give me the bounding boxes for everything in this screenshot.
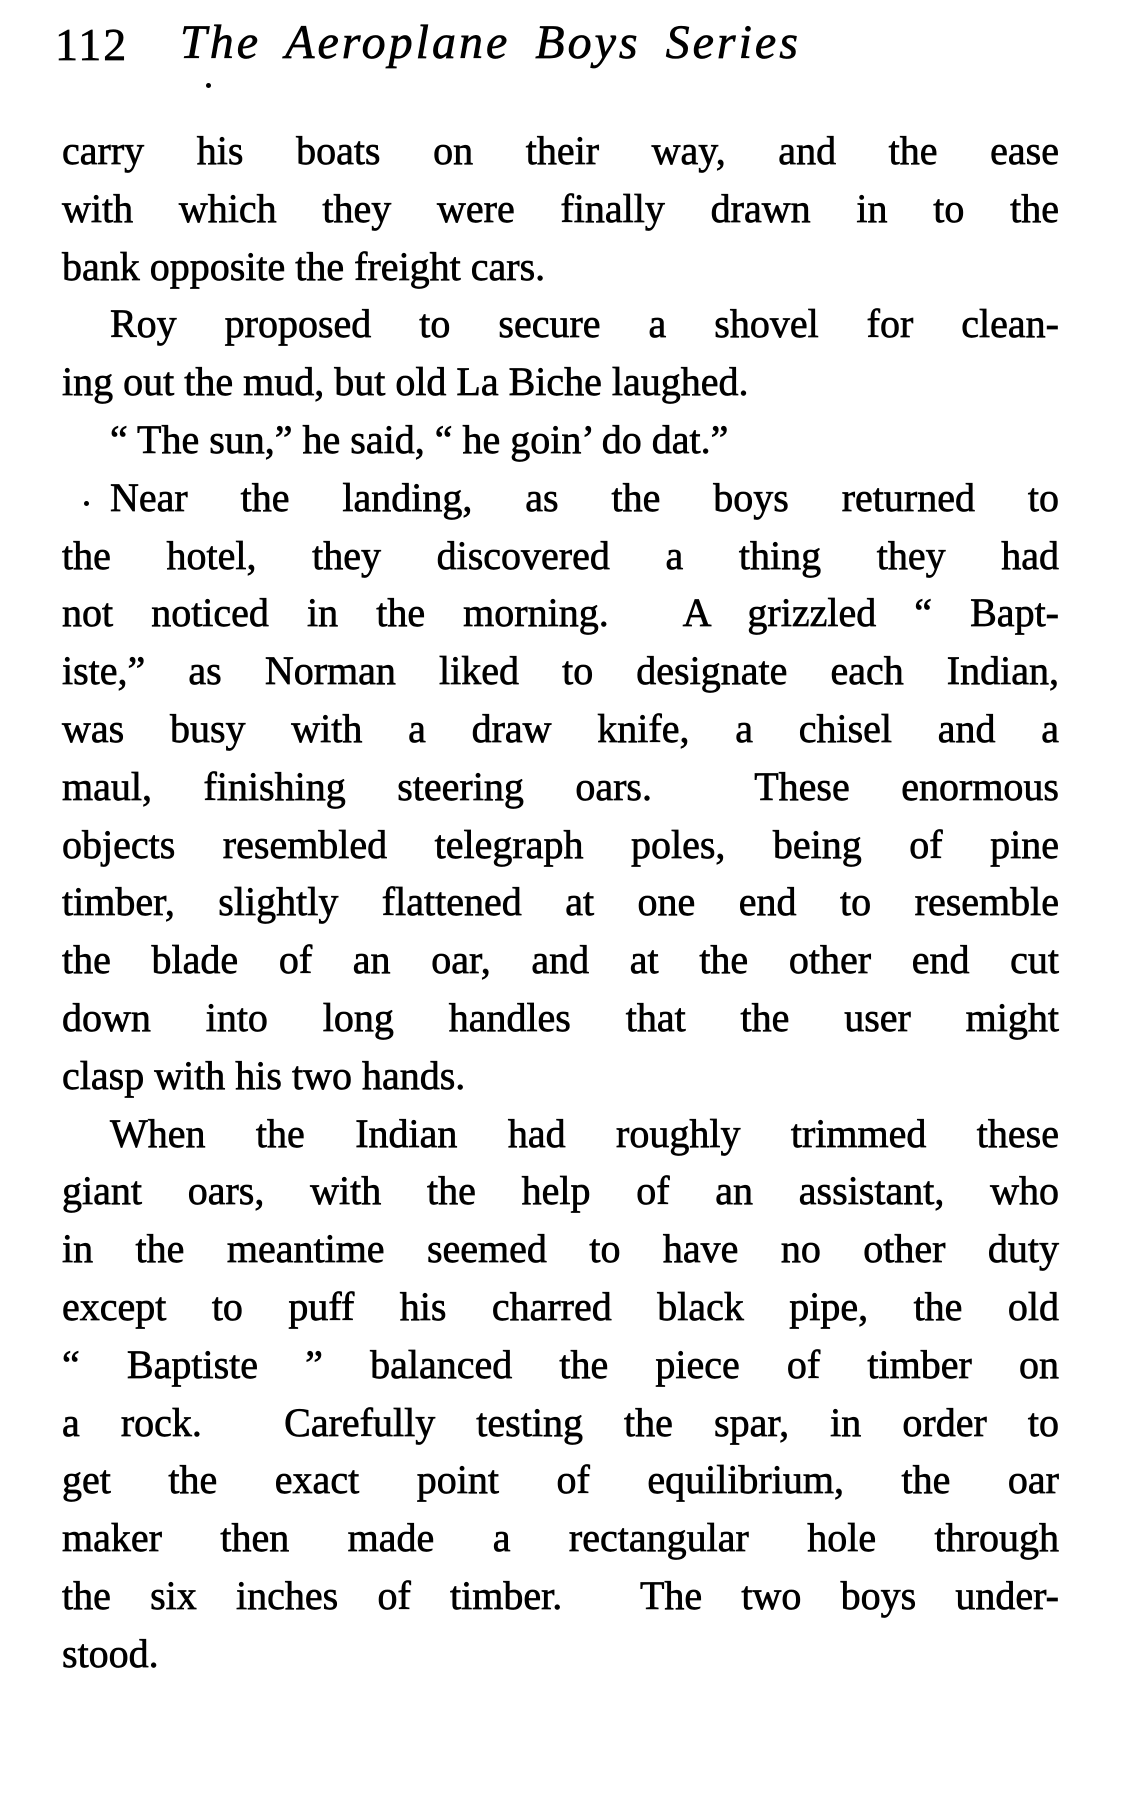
- text-line: stood.: [62, 1630, 159, 1676]
- text-line: “ Baptiste ” balanced the piece of timber on: [62, 1341, 1059, 1387]
- text-line: clasp with his two hands.: [62, 1052, 466, 1098]
- text-line: When the Indian had roughly trimmed these: [110, 1110, 1059, 1156]
- text-line: down into long handles that the user might: [62, 994, 1059, 1040]
- text-line: the six inches of timber. The two boys under-: [62, 1572, 1059, 1618]
- text-line: iste,” as Norman liked to designate each Indian,: [62, 648, 1059, 694]
- text-line: maker then made a rectangular hole through: [62, 1515, 1059, 1561]
- text-line: the hotel, they discovered a thing they had: [62, 532, 1059, 578]
- text-line: ing out the mud, but old La Biche laughed.: [62, 359, 749, 405]
- page-number: 112: [55, 19, 129, 70]
- text-line: maul, finishing steering oars. These enormous: [62, 763, 1059, 809]
- text-line: Roy proposed to secure a shovel for clean-: [110, 301, 1059, 347]
- text-line: giant oars, with the help of an assistant, who: [62, 1168, 1059, 1214]
- text-block: [62, 122, 1059, 1683]
- text-line: objects resembled telegraph poles, being of pine: [62, 821, 1059, 867]
- text-line: the blade of an oar, and at the other end cut: [62, 937, 1059, 983]
- text-line: was busy with a draw knife, a chisel and a: [62, 705, 1059, 751]
- ink-speck: [206, 83, 211, 88]
- text-line: bank opposite the freight cars.: [62, 243, 546, 289]
- text-line: get the exact point of equilibrium, the oar: [62, 1457, 1059, 1503]
- text-line: timber, slightly flattened at one end to resemble: [62, 879, 1059, 925]
- text-line: Near the landing, as the boys returned to: [110, 474, 1059, 520]
- text-line: carry his boats on their way, and the ease: [62, 128, 1059, 173]
- text-line: except to puff his charred black pipe, the old: [62, 1283, 1059, 1329]
- text-line: “ The sun,” he said, “ he goin’ do dat.”: [110, 416, 729, 462]
- running-header-title: The Aeroplane Boys Series: [180, 16, 801, 69]
- text-line: not noticed in the morning. A grizzled “ Bapt-: [62, 590, 1059, 636]
- text-line: a rock. Carefully testing the spar, in order to: [62, 1399, 1059, 1445]
- text-line: in the meantime seemed to have no other duty: [62, 1226, 1059, 1272]
- text-line: with which they were finally drawn in to the: [62, 185, 1059, 231]
